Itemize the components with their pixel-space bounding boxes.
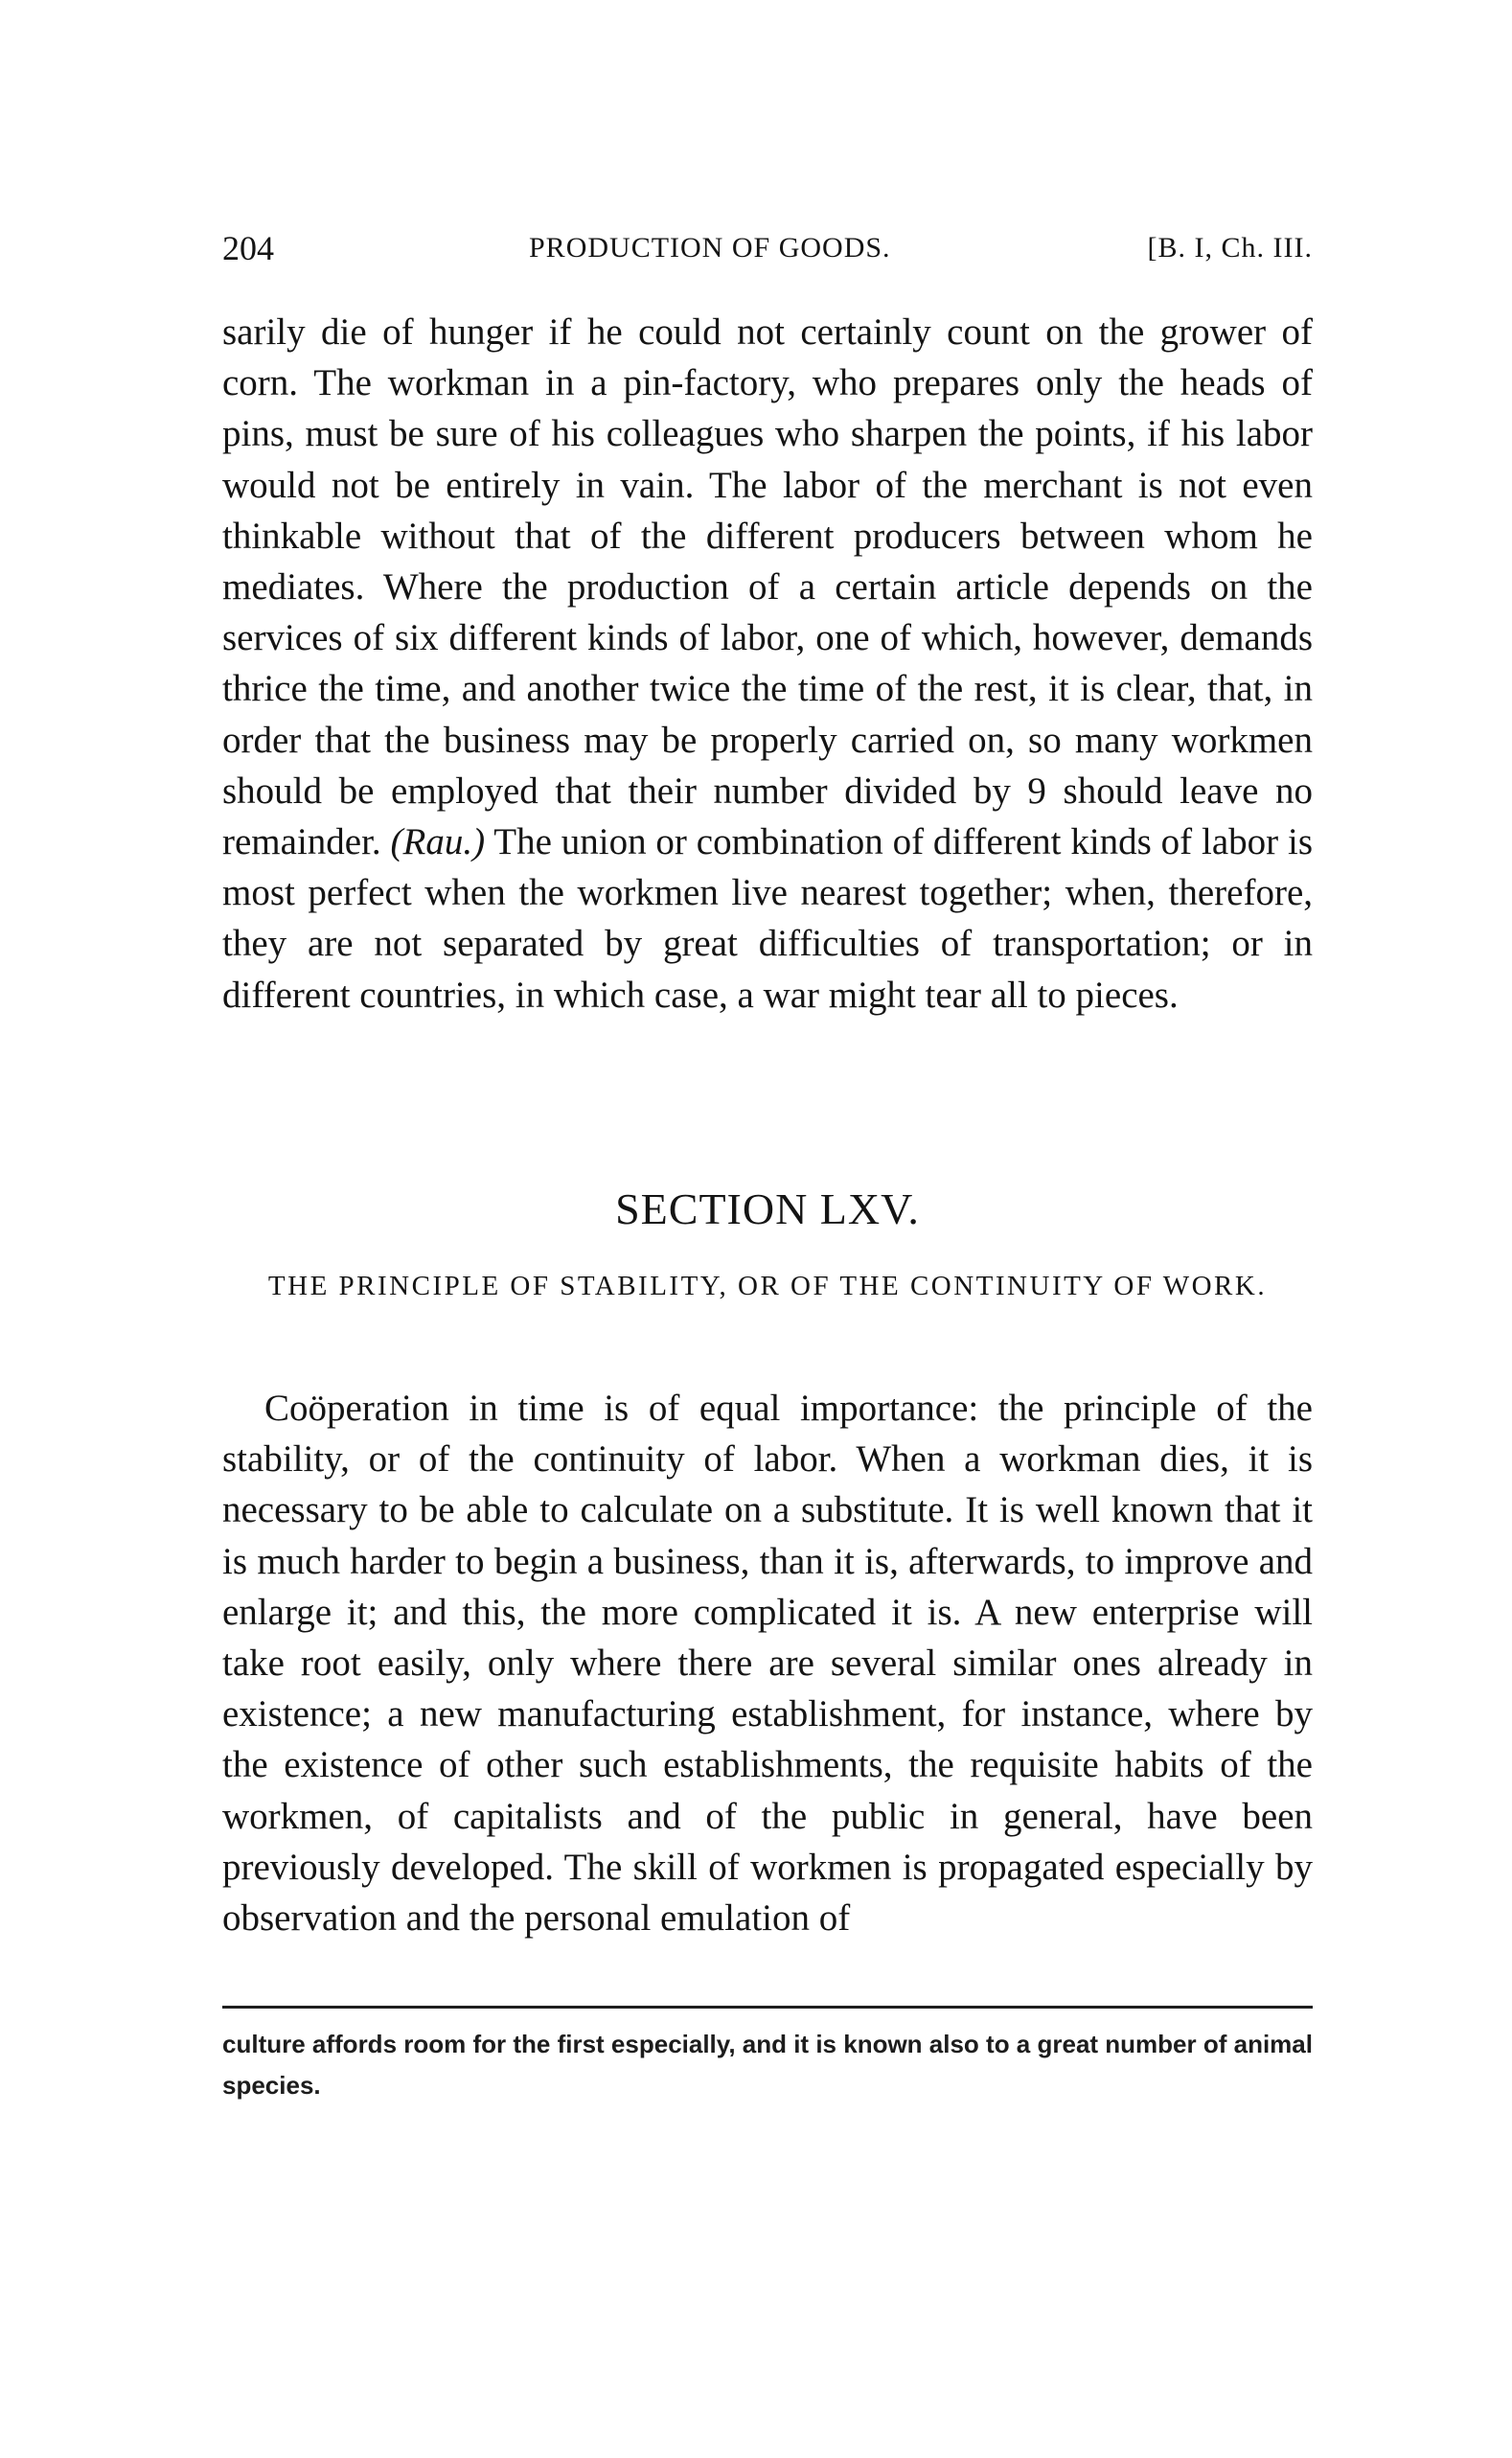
section-subtitle: THE PRINCIPLE OF STABILITY, OR OF THE CONTINUITY OF WORK. — [267, 1271, 1268, 1301]
page-number: 204 — [222, 229, 274, 267]
section-heading: SECTION LXV. — [615, 1184, 920, 1233]
footnote-divider — [222, 2006, 1313, 2009]
paragraph-text: sarily die of hunger if he could not certainly count on the grower of corn. The workman in a pin-factory, who prepares only the heads of pins, must be sure of his colleagues who sharpen the points, if his labor would not be entirely in vain. The labor of the merchant is not even thinkable without that of the different producers between whom he mediates. Where the production of a certain article depends on the services of six different kinds of labor, one of which, however, demands thrice the time, and another twice the time of the rest, it is clear, that, in order that the business may be properly carried on, so many workmen should be employed that their number divided by 9 should leave no remainder. — [222, 311, 1313, 863]
chapter-reference: [B. I, Ch. III. — [1147, 232, 1313, 264]
footnote: culture affords room for the first especially, and it is known also to a great number of animal species. — [222, 2030, 1313, 2100]
running-header — [222, 228, 1313, 270]
paragraph-continuation — [222, 307, 1313, 1021]
section-paragraph: Coöperation in time is of equal importance: the principle of the stability, or of the continuity of labor. When a workman dies, it is necessary to be able to calculate on a substitute. It is well known that it is much harder to begin a business, than it is, afterwards, to improve and enlarge it; and this, the more complicated it is. A new enterprise will take root easily, only where there are several similar ones already in existence; a new manufacturing establishment, for instance, where by the existence of other such establishments, the requisite habits of the workmen, of capitalists and of the public in general, have been previously developed. The skill of workmen is propagated especially by observation and the personal emulation of — [222, 1388, 1313, 1940]
running-title: PRODUCTION OF GOODS. — [529, 232, 891, 264]
citation-rau: (Rau.) — [390, 821, 486, 863]
paragraph-text: The union or combination of different kinds of labor is most perfect when the workmen live nearest together; when, therefore, they are not separated by great difficulties of transportation; or in different countries, in which case, a war might tear all to pieces. — [222, 821, 1314, 1016]
